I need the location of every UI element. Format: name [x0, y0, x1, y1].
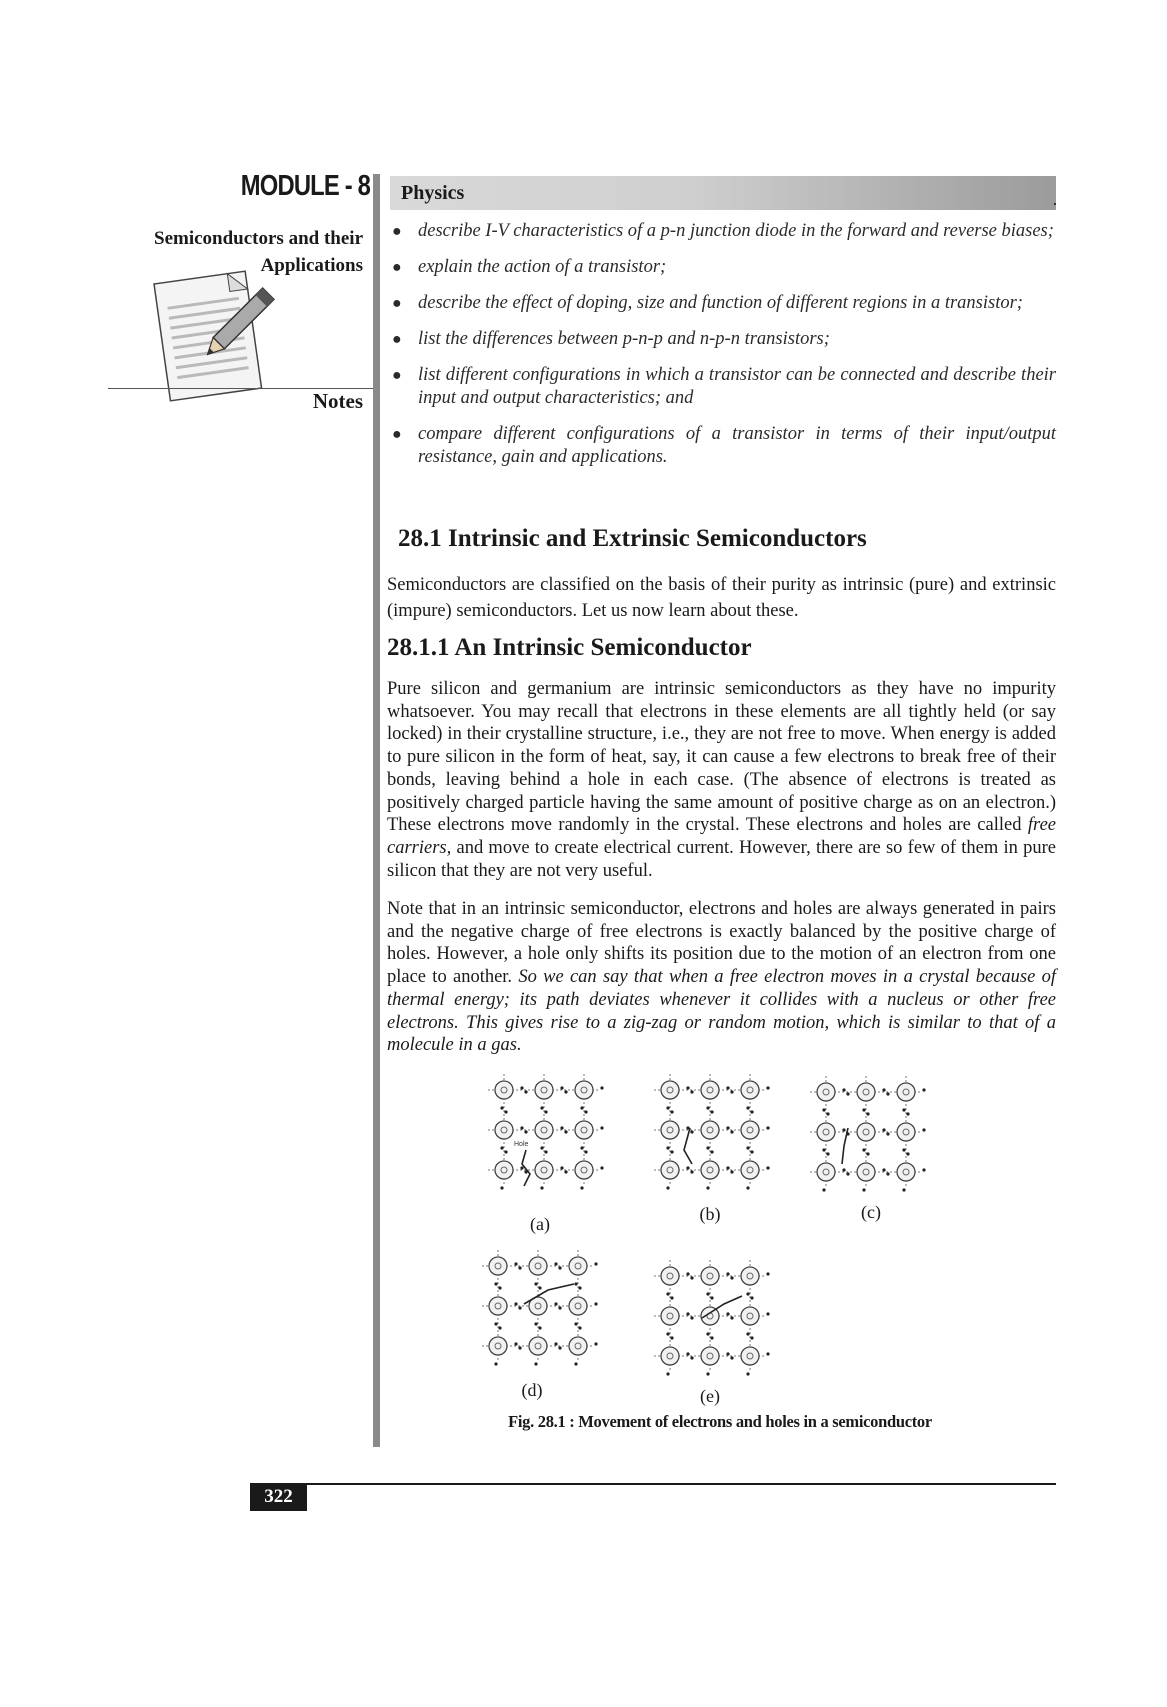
- list-item: ● explain the action of a transistor;: [392, 257, 667, 277]
- header-mark: [1054, 203, 1056, 205]
- module-label: MODULE - 8: [240, 170, 370, 202]
- unit-title-line1: Semiconductors and their: [154, 228, 363, 249]
- lattice-diagram-c: [806, 1072, 926, 1192]
- section-heading: 28.1 Intrinsic and Extrinsic Semiconductors: [398, 525, 867, 552]
- bullet-icon: ●: [392, 259, 402, 276]
- paragraph-1: Pure silicon and germanium are intrinsic semiconductors as they have no impurity whatsoever. You may recall that electrons in these elements are all tightly held (or say locked) in their crystalline structure, i.e., they are not free to move. When energy is added to pure silicon in the form of heat, say, it can cause a few electrons to break free of their bonds, leaving behind a hole in each case. (The absence of electrons is treated as positively charged particle having the same amount of positive charge as on an electron.) These electrons move randomly in the crystal. These electrons and holes are called free carriers, and move to create electrical current. However, there are so few of them in pure silicon that they are not very useful.: [387, 679, 1056, 881]
- notes-label: Notes: [312, 389, 363, 413]
- footer-rule: [250, 1483, 1056, 1485]
- figure-label-e: (e): [700, 1386, 720, 1406]
- subject-header: Physics: [401, 182, 465, 204]
- figure-label-b: (b): [699, 1204, 721, 1224]
- subject-header-bar: [390, 176, 1056, 210]
- lattice-diagram-b: [650, 1070, 770, 1190]
- objectives-list: [386, 220, 1056, 482]
- figure-28-1: [470, 1070, 940, 1406]
- figure-label-a: (a): [530, 1214, 550, 1234]
- svg-text:Hole: Hole: [514, 1141, 529, 1148]
- figure-caption: Fig. 28.1 : Movement of electrons and holes in a semiconductor: [508, 1412, 932, 1431]
- list-item: ● describe the effect of doping, size and function of different regions in a transistor;: [392, 293, 1023, 313]
- list-item: ● list different configurations in which a transistor can be connected and describe their input and output characteristics; and: [392, 365, 1056, 408]
- list-item: ● list the differences between p-n-p and n-p-n transistors;: [392, 329, 830, 349]
- bullet-icon: ●: [392, 223, 402, 240]
- paragraph-2: Note that in an intrinsic semiconductor, electrons and holes are always generated in pairs and the negative charge of free electrons is exactly balanced by the positive charge of holes. However, a hole only shifts its position due to the motion of an electron from one place to another. So we can say that when a free electron moves in a crystal because of thermal energy; its path deviates whenever it collides with a nucleus or other free electrons. This gives rise to a zig-zag or random motion, which is similar to that of a molecule in a gas.: [387, 899, 1056, 1056]
- bullet-icon: ●: [392, 367, 402, 384]
- figure-label-c: (c): [861, 1202, 881, 1222]
- bullet-icon: ●: [392, 331, 402, 348]
- lattice-diagram-e: [650, 1256, 770, 1376]
- figure-label-d: (d): [521, 1380, 543, 1400]
- unit-title-line2: Applications: [260, 255, 363, 276]
- lattice-diagram-d: [478, 1246, 598, 1366]
- lattice-diagram-a: [484, 1070, 604, 1190]
- subsection-heading: 28.1.1 An Intrinsic Semiconductor: [387, 634, 752, 661]
- bullet-icon: ●: [392, 295, 402, 312]
- section-intro: Semiconductors are classified on the basis of their purity as intrinsic (pure) and extrinsic (impure) semiconductors. Let us now learn about these.: [387, 575, 1056, 621]
- list-item: ● compare different configurations of a transistor in terms of their input/output resistance, gain and applications.: [392, 424, 1056, 467]
- list-item: ● describe I-V characteristics of a p-n junction diode in the forward and reverse biases;: [392, 221, 1054, 241]
- margin-bar: [373, 174, 380, 1447]
- bullet-icon: ●: [392, 426, 402, 443]
- page-number: 322: [250, 1483, 307, 1511]
